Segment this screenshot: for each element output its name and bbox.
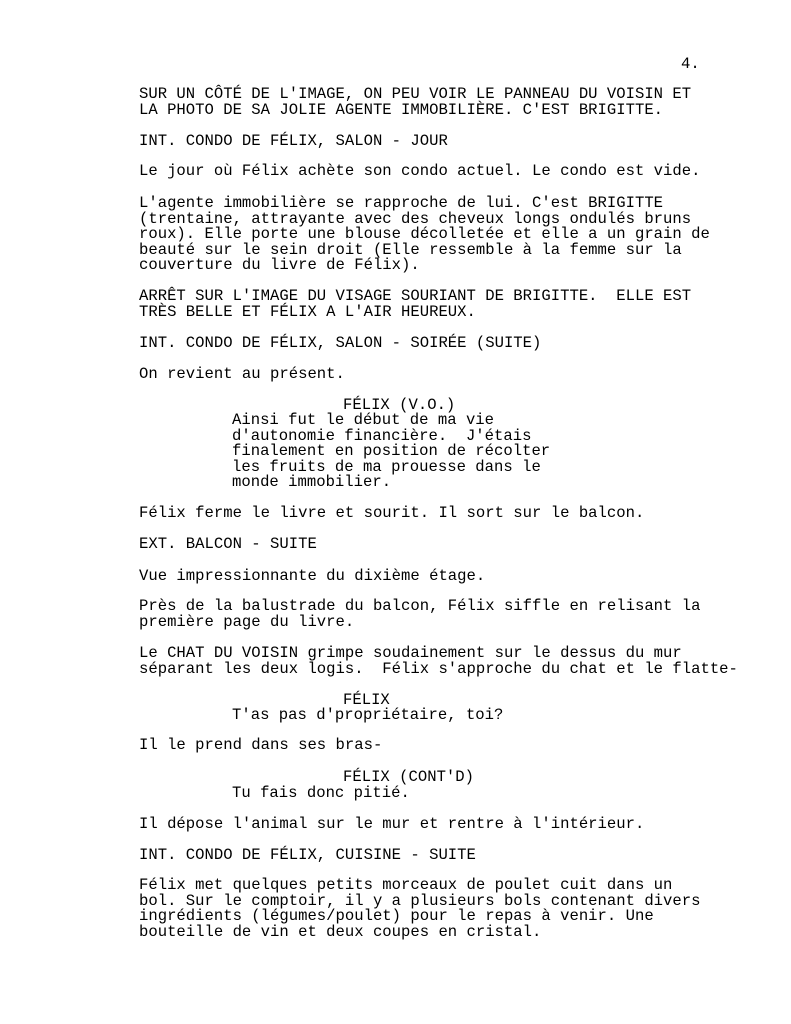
action-block: Il dépose l'animal sur le mur et rentre à l'intérieur.: [139, 815, 645, 833]
character-name: FÉLIX (CONT'D): [343, 768, 475, 786]
action-block: Il le prend dans ses bras-: [139, 736, 383, 754]
character-name: FÉLIX (V.O.): [343, 396, 456, 414]
scene-heading: INT. CONDO DE FÉLIX, SALON - SOIRÉE (SUITE): [139, 334, 542, 352]
action-block: Près de la balustrade du balcon, Félix siffle en relisant la première page du livre.: [139, 597, 701, 631]
dialogue-block: Tu fais donc pitié.: [232, 784, 410, 802]
dialogue-block: T'as pas d'propriétaire, toi?: [232, 706, 504, 724]
action-block: L'agente immobilière se rapproche de lui. C'est BRIGITTE (trentaine, attrayante avec des cheveux longs ondulés bruns roux). Elle porte une blouse décolletée et elle a un grain de beauté sur le sein droit (Elle ressemble à la femme sur la couverture du livre de Félix).: [139, 194, 710, 274]
action-block: On revient au présent.: [139, 365, 345, 383]
scene-heading: INT. CONDO DE FÉLIX, CUISINE - SUITE: [139, 846, 476, 864]
action-block: Vue impressionnante du dixième étage.: [139, 567, 486, 585]
action-block: ARRÊT SUR L'IMAGE DU VISAGE SOURIANT DE BRIGITTE. ELLE EST TRÈS BELLE ET FÉLIX A L'AIR HEUREUX.: [139, 287, 692, 321]
action-block: SUR UN CÔTÉ DE L'IMAGE, ON PEU VOIR LE PANNEAU DU VOISIN ET LA PHOTO DE SA JOLIE AGENTE IMMOBILIÈRE. C'EST BRIGITTE.: [139, 85, 692, 119]
character-name: FÉLIX: [343, 691, 390, 709]
action-block: Le CHAT DU VOISIN grimpe soudainement sur le dessus du mur séparant les deux logis. Félix s'approche du chat et le flatte-: [139, 644, 738, 678]
dialogue-block: Ainsi fut le début de ma vie d'autonomie financière. J'étais finalement en position de récolter les fruits de ma prouesse dans le monde immobilier.: [232, 411, 551, 491]
scene-heading: EXT. BALCON - SUITE: [139, 535, 317, 553]
action-block: Le jour où Félix achète son condo actuel. Le condo est vide.: [139, 162, 701, 180]
scene-heading: INT. CONDO DE FÉLIX, SALON - JOUR: [139, 132, 448, 150]
action-block: Félix ferme le livre et sourit. Il sort sur le balcon.: [139, 504, 645, 522]
action-block: Félix met quelques petits morceaux de poulet cuit dans un bol. Sur le comptoir, il y a plusieurs bols contenant divers ingrédients (légumes/poulet) pour le repas à venir. Une bouteille de vin et deux coupes en cristal.: [139, 876, 701, 941]
page-number: 4.: [681, 55, 700, 73]
